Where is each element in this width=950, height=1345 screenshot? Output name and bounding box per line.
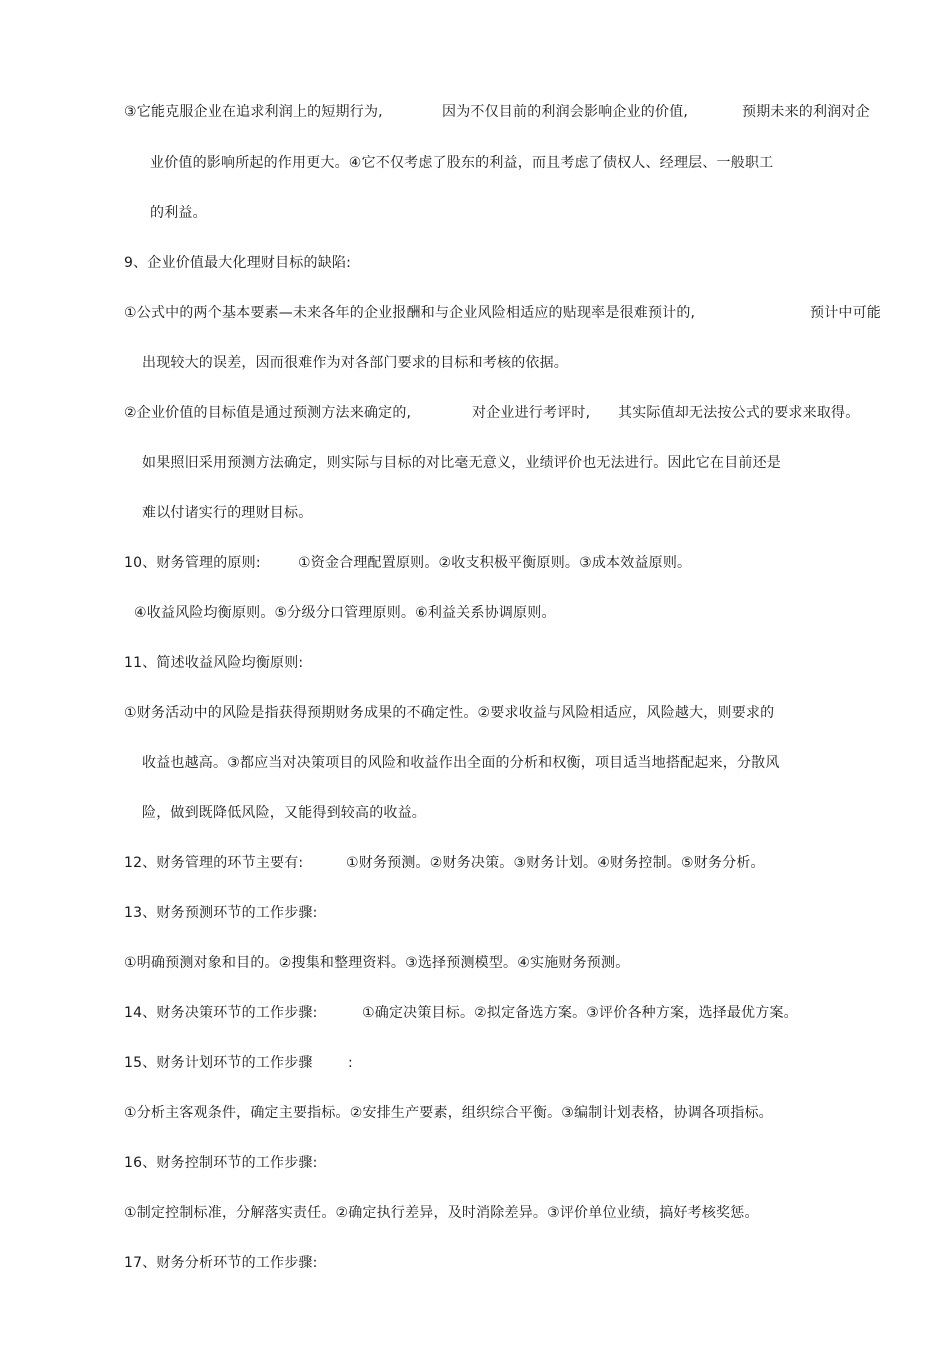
text-line xyxy=(142,353,742,373)
text-segment: 对企业进行考评时, xyxy=(472,405,591,421)
text-line xyxy=(124,653,524,673)
text-line xyxy=(142,503,442,523)
text-segment: ①财务预测。②财务决策。③财务计划。④财务控制。⑤财务分析。 xyxy=(346,855,765,871)
text-segment: 16、财务控制环节的工作步骤: xyxy=(124,1155,318,1171)
text-segment: ①制定控制标准，分解落实责任。②确定执行差异，及时消除差异。③评价单位业绩，搞好考核奖惩。 xyxy=(124,1205,759,1221)
text-line xyxy=(124,953,824,973)
text-line xyxy=(124,1203,894,1223)
text-segment: ①资金合理配置原则。②收支积极平衡原则。③成本效益原则。 xyxy=(298,555,692,571)
text-line xyxy=(124,403,894,423)
text-segment: ①明确预测对象和目的。②搜集和整理资料。③选择预测模型。④实施财务预测。 xyxy=(124,955,630,971)
text-segment: ①确定决策目标。②拟定备选方案。③评价各种方案，选择最优方案。 xyxy=(362,1005,798,1021)
text-line xyxy=(124,102,894,122)
text-segment: 11、简述收益风险均衡原则: xyxy=(124,655,304,671)
text-segment: ①财务活动中的风险是指获得预期财务成果的不确定性。②要求收益与风险相适应，风险越大，则要求的 xyxy=(124,705,775,721)
text-line xyxy=(142,753,892,773)
text-segment: ③它能克服企业在追求利润上的短期行为, xyxy=(124,104,383,120)
text-segment: ④收益风险均衡原则。⑤分级分口管理原则。⑥利益关系协调原则。 xyxy=(134,605,556,621)
text-line xyxy=(150,203,350,223)
text-segment: 险，做到既降低风险，又能得到较高的收益。 xyxy=(142,805,426,821)
text-line xyxy=(124,1153,524,1173)
text-segment: 13、财务预测环节的工作步骤: xyxy=(124,905,318,921)
text-segment: 17、财务分析环节的工作步骤: xyxy=(124,1255,318,1271)
text-segment: 业价值的影响所起的作用更大。④它不仅考虑了股东的利益，而且考虑了债权人、经理层、一般职工 xyxy=(150,155,774,171)
text-segment: 预期未来的利润对企 xyxy=(742,104,870,120)
text-segment: 15、财务计划环节的工作步骤 xyxy=(124,1055,313,1071)
text-segment: 如果照旧采用预测方法确定，则实际与目标的对比毫无意义，业绩评价也无法进行。因此它在目前还是 xyxy=(142,455,781,471)
text-line xyxy=(150,153,890,173)
text-line xyxy=(124,703,894,723)
text-line xyxy=(124,1053,524,1073)
text-line xyxy=(124,303,894,323)
text-segment: 预计中可能 xyxy=(810,305,881,321)
text-segment: ②企业价值的目标值是通过预测方法来确定的, xyxy=(124,405,412,421)
text-segment: 其实际值却无法按公式的要求来取得。 xyxy=(618,405,860,421)
text-line xyxy=(124,1253,524,1273)
text-segment: ①公式中的两个基本要素—未来各年的企业报酬和与企业风险相适应的贴现率是很难预计的, xyxy=(124,305,696,321)
text-segment: 难以付诸实行的理财目标。 xyxy=(142,505,313,521)
text-segment: 出现较大的误差，因而很难作为对各部门要求的目标和考核的依据。 xyxy=(142,355,568,371)
text-segment: 的利益。 xyxy=(150,205,207,221)
text-line xyxy=(124,853,894,873)
text-line xyxy=(142,453,892,473)
text-line xyxy=(124,1003,894,1023)
text-segment: 10、财务管理的原则: xyxy=(124,555,261,571)
text-segment: : xyxy=(348,1055,353,1071)
text-line xyxy=(124,903,524,923)
text-segment: 收益也越高。③都应当对决策项目的风险和收益作出全面的分析和权衡，项目适当地搭配起来，分散风 xyxy=(142,755,780,771)
text-line xyxy=(134,603,734,623)
text-segment: 因为不仅目前的利润会影响企业的价值, xyxy=(442,104,689,120)
text-segment: 14、财务决策环节的工作步骤: xyxy=(124,1005,318,1021)
text-line xyxy=(142,803,542,823)
text-line xyxy=(124,553,824,573)
text-segment: 9、企业价值最大化理财目标的缺陷: xyxy=(124,255,352,271)
text-segment: ①分析主客观条件，确定主要指标。②安排生产要素，组织综合平衡。③编制计划表格，协调各项指标。 xyxy=(124,1105,773,1121)
text-line xyxy=(124,253,524,273)
text-segment: 12、财务管理的环节主要有: xyxy=(124,855,304,871)
text-line xyxy=(124,1103,894,1123)
